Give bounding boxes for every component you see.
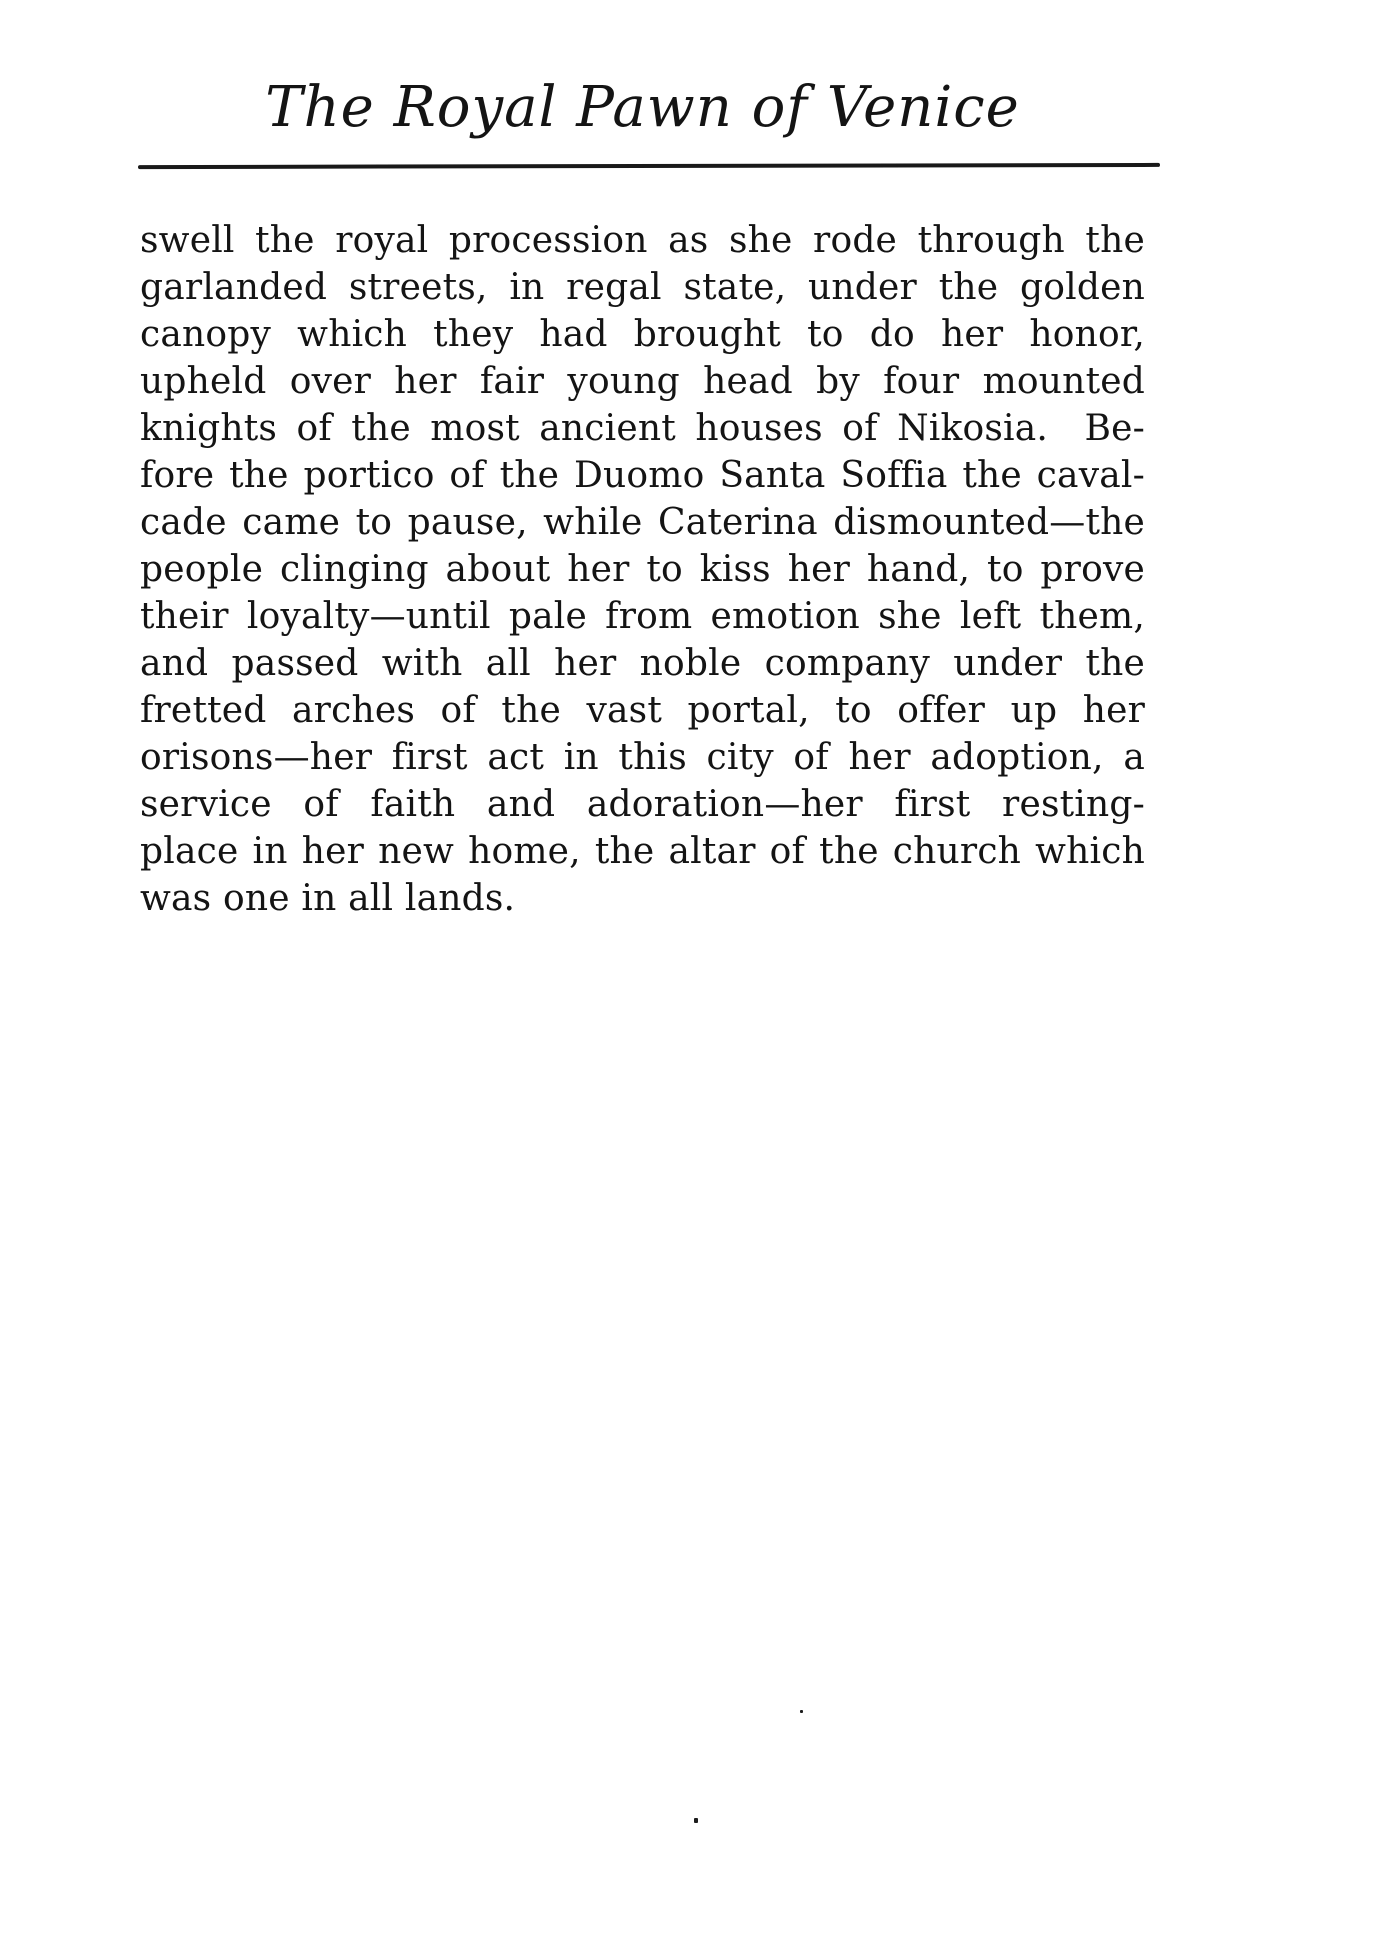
- body-text-line: people clinging about her to kiss her hand, to prove: [140, 549, 1145, 590]
- body-text-line: was one in all lands.: [140, 878, 516, 919]
- body-text-line: and passed with all her noble company under the: [140, 643, 1145, 684]
- body-text-line: garlanded streets, in regal state, under the golden: [140, 267, 1145, 308]
- body-text-line: upheld over her fair young head by four mounted: [140, 361, 1145, 402]
- body-text-line: cade came to pause, while Caterina dismounted—the: [140, 502, 1145, 543]
- body-text-line: orisons—her first act in this city of her adoption, a: [140, 737, 1145, 778]
- body-text-line: swell the royal procession as she rode through the: [140, 220, 1145, 261]
- ink-speck: [800, 1710, 803, 1713]
- header-rule: [138, 163, 1160, 169]
- body-text-line: place in her new home, the altar of the church which: [140, 831, 1145, 872]
- running-header-title: The Royal Pawn of Venice: [265, 75, 1020, 140]
- body-text-block: [140, 217, 1145, 922]
- ink-speck: [694, 1818, 698, 1823]
- body-text-line: knights of the most ancient houses of Nikosia. Be-: [140, 408, 1145, 449]
- body-text-line: fretted arches of the vast portal, to offer up her: [140, 690, 1145, 731]
- body-text-line: fore the portico of the Duomo Santa Soffia the caval-: [140, 455, 1145, 496]
- body-text-line: their loyalty—until pale from emotion she left them,: [140, 596, 1145, 637]
- body-text-line: service of faith and adoration—her first resting-: [140, 784, 1145, 825]
- body-text-line: canopy which they had brought to do her honor,: [140, 314, 1145, 355]
